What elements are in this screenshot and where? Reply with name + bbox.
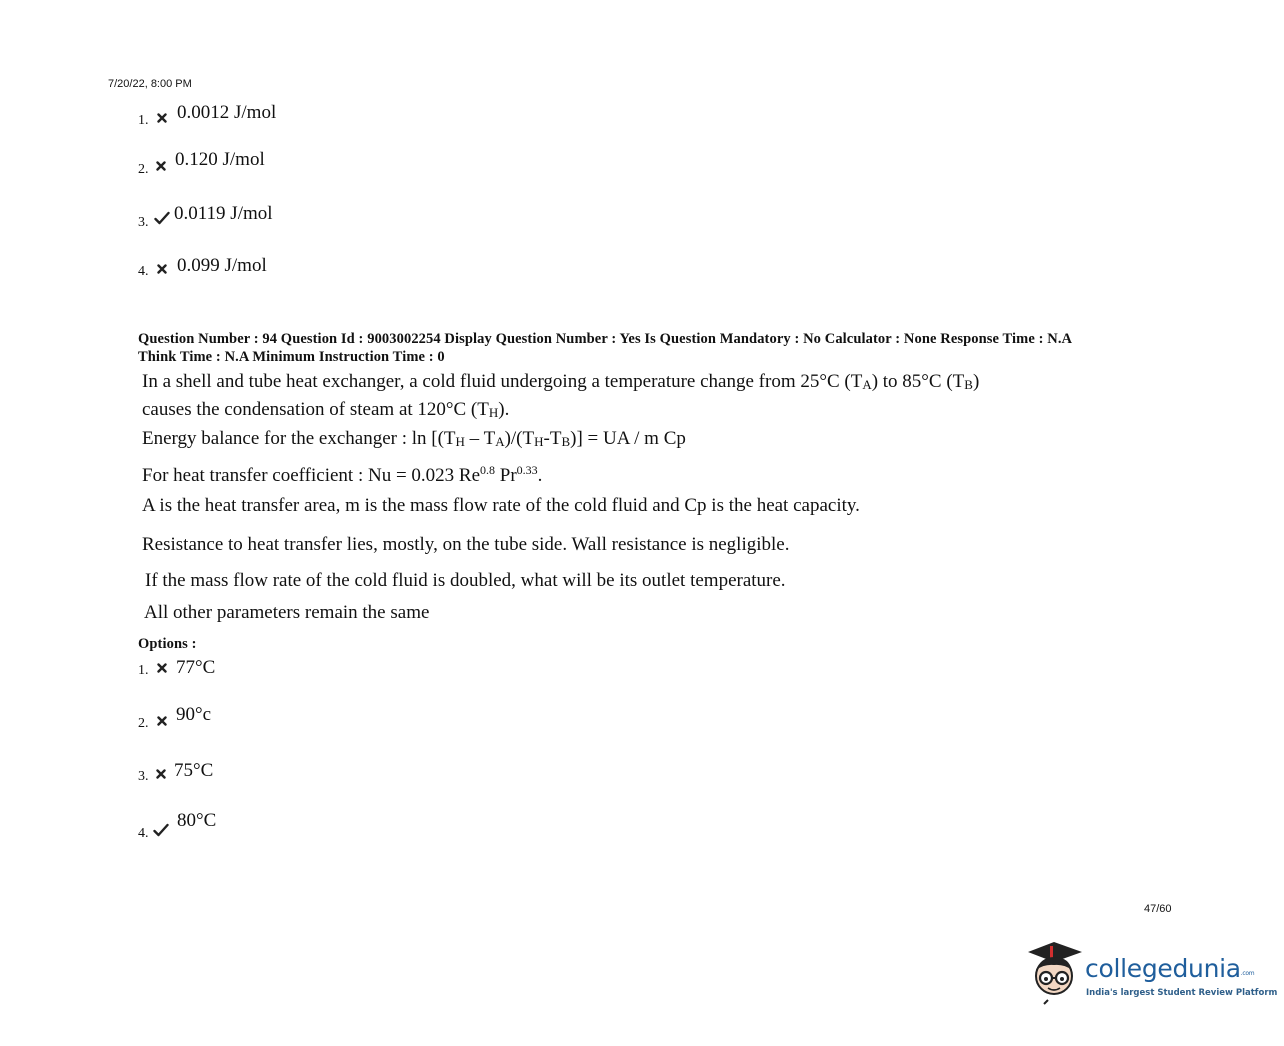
question-text-line: If the mass flow rate of the cold fluid is doubled, what will be its outlet temperature. bbox=[145, 570, 786, 591]
incorrect-icon bbox=[156, 769, 166, 779]
option-text: 80°C bbox=[177, 810, 217, 831]
question-text: In a shell and tube heat exchanger, a cold fluid undergoing a temperature change from 25°C (T bbox=[142, 371, 863, 392]
subscript: H bbox=[455, 434, 465, 449]
question-text-line: A is the heat transfer area, m is the mass flow rate of the cold fluid and Cp is the heat capacity. bbox=[142, 495, 860, 516]
option-number: 2. bbox=[138, 716, 149, 731]
option-number: 3. bbox=[138, 769, 149, 784]
correct-check-icon bbox=[153, 823, 169, 837]
superscript: 0.33 bbox=[516, 463, 538, 477]
question-text: causes the condensation of steam at 120°C (T bbox=[142, 399, 489, 420]
option-number: 3. bbox=[138, 215, 149, 230]
correct-check-icon bbox=[154, 211, 170, 225]
equation-text: . bbox=[537, 465, 543, 486]
options-label: Options : bbox=[138, 636, 197, 652]
incorrect-icon bbox=[157, 113, 167, 123]
energy-balance-equation bbox=[142, 428, 686, 450]
subscript: B bbox=[561, 434, 571, 449]
logo-wordmark bbox=[1085, 954, 1254, 983]
page-number: 47/60 bbox=[1144, 903, 1172, 915]
option-number: 4. bbox=[138, 826, 149, 841]
incorrect-icon bbox=[156, 161, 166, 171]
question-meta-line-1: Question Number : 94 Question Id : 9003002254 Display Question Number : Yes Is Question Mandatory : No Calculator : None Response Time : N.A bbox=[138, 331, 1073, 347]
equation-text: Energy balance for the exchanger : ln [(T bbox=[142, 428, 456, 449]
equation-text: )/(T bbox=[504, 428, 535, 449]
option-text: 75°C bbox=[174, 760, 214, 781]
superscript: 0.8 bbox=[480, 463, 496, 477]
incorrect-icon bbox=[157, 716, 167, 726]
equation-text: -T bbox=[543, 428, 562, 449]
question-text-line: All other parameters remain the same bbox=[144, 602, 430, 623]
question-text-line: Resistance to heat transfer lies, mostly, on the tube side. Wall resistance is negligible. bbox=[142, 534, 790, 555]
option-number: 1. bbox=[138, 663, 149, 678]
print-timestamp: 7/20/22, 8:00 PM bbox=[108, 78, 192, 90]
option-text: 0.120 J/mol bbox=[175, 149, 265, 170]
equation-text: – T bbox=[464, 428, 496, 449]
incorrect-icon bbox=[157, 663, 167, 673]
option-number: 4. bbox=[138, 264, 149, 279]
option-text: 90°c bbox=[176, 704, 212, 725]
subscript: B bbox=[964, 377, 973, 392]
question-text-line bbox=[142, 371, 979, 393]
equation-text: Pr bbox=[495, 465, 517, 486]
incorrect-icon bbox=[157, 264, 167, 274]
question-text: ). bbox=[498, 399, 510, 420]
subscript: H bbox=[488, 405, 499, 420]
heat-transfer-correlation bbox=[142, 463, 542, 487]
option-number: 1. bbox=[138, 113, 149, 128]
question-meta-line-2: Think Time : N.A Minimum Instruction Time : 0 bbox=[138, 349, 445, 365]
question-text-line bbox=[142, 399, 509, 421]
subscript: A bbox=[495, 434, 505, 449]
question-text: ) to 85°C (T bbox=[871, 371, 965, 392]
logo-suffix: .com bbox=[1240, 970, 1255, 977]
mascot-icon bbox=[1024, 938, 1086, 1006]
logo-tagline: India's largest Student Review Platform bbox=[1086, 988, 1278, 998]
option-text: 0.0012 J/mol bbox=[177, 102, 277, 123]
option-text: 77°C bbox=[176, 657, 216, 678]
option-text: 0.099 J/mol bbox=[177, 255, 267, 276]
equation-text: )] = UA / m Cp bbox=[570, 428, 686, 449]
equation-text: For heat transfer coefficient : Nu = 0.023 Re bbox=[142, 465, 481, 486]
question-text: ) bbox=[972, 371, 980, 392]
subscript: H bbox=[534, 434, 544, 449]
subscript: A bbox=[862, 377, 872, 392]
logo-wordmark-text: collegedunia bbox=[1085, 954, 1241, 983]
option-text: 0.0119 J/mol bbox=[174, 203, 273, 224]
option-number: 2. bbox=[138, 162, 149, 177]
